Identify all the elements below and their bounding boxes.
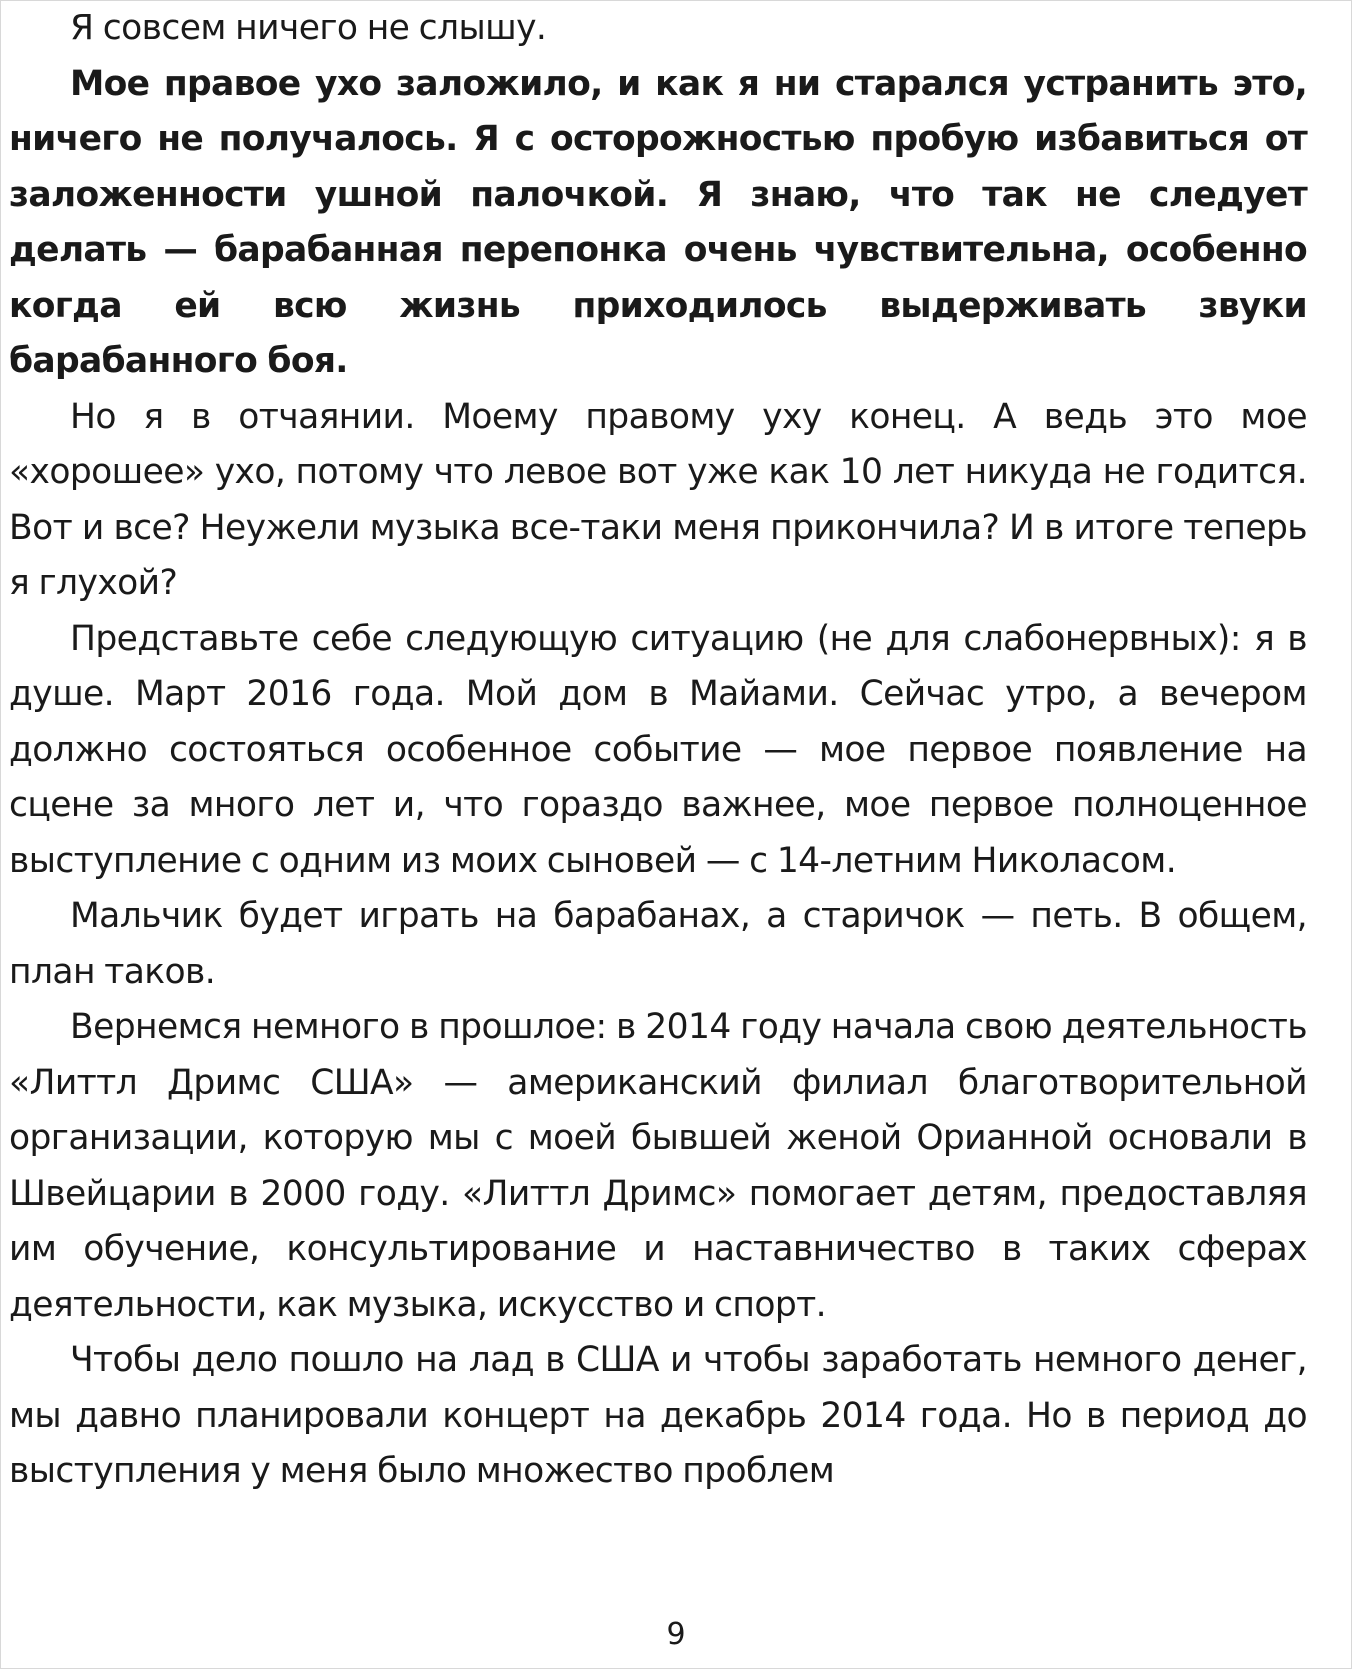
paragraph-2-bold: Мое правое ухо заложило, и как я ни старался устранить это, ничего не получалось. Я с осторожностью пробую избавиться от заложенности ушной палочкой. Я знаю, что так не следует делать — барабанная перепонка очень чувствительна, особенно когда ей всю жизнь приходилось выдерживать звуки барабанного боя. — [9, 63, 1307, 381]
paragraph-5: Мальчик будет играть на барабанах, а старичок — петь. В общем, план таков. — [9, 896, 1307, 992]
paragraph-1: Я совсем ничего не слышу. — [70, 8, 547, 48]
page-text — [9, 1, 1307, 1500]
paragraph-6: Вернемся немного в прошлое: в 2014 году начала свою деятельность «Литтл Дримс США» — американский филиал благотворительной организации, которую мы с моей бывшей женой Орианной основали в Швейцарии в 2000 году. «Литтл Дримс» помогает детям, предоставляя им обучение, консультирование и наставничество в таких сферах деятельности, как музыка, искусство и спорт. — [9, 1007, 1307, 1325]
paragraph-7-last-line: Чтобы дело пошло на лад в США и чтобы заработать немного денег, мы давно планировали концерт на декабрь 2014 года. Но в период до выступления у меня было множество проблем — [9, 1340, 1307, 1491]
paragraph-3: Но я в отчаянии. Моему правому уху конец. А ведь это мое «хорошее» ухо, потому что левое вот уже как 10 лет никуда не годится. Вот и все? Неужели музыка все-таки меня прикончила? И в итоге теперь я глухой? — [9, 396, 1307, 603]
paragraph-4: Представьте себе следующую ситуацию (не для слабонервных): я в душе. Март 2016 года. Мой дом в Майами. Сейчас утро, а вечером должно состояться особенное событие — мое первое появление на сцене за много лет и, что гораздо важнее, мое первое полноценное выступление с одним из моих сыновей — с 14-летним Николасом. — [9, 618, 1307, 881]
page-number: 9 — [666, 1617, 686, 1652]
